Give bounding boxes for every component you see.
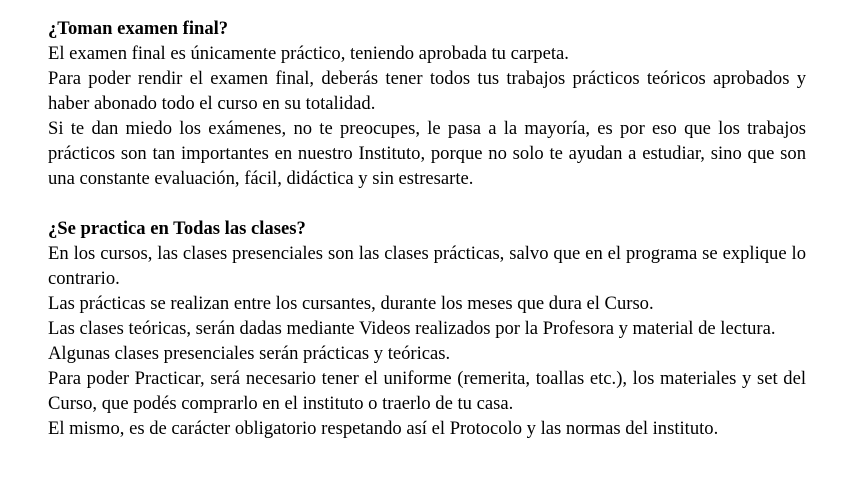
paragraph: Para poder rendir el examen final, deberás tener todos tus trabajos prácticos teóricos aprobados y haber abonado todo el curso en su totalidad. xyxy=(48,68,806,114)
faq-section-final-exam xyxy=(48,16,806,191)
paragraph: El mismo, es de carácter obligatorio respetando así el Protocolo y las normas del instituto. xyxy=(48,418,719,439)
section-heading: ¿Se practica en Todas las clases? xyxy=(48,218,306,239)
paragraph: Las clases teóricas, serán dadas mediante Videos realizados por la Profesora y material de lectura. xyxy=(48,318,776,339)
paragraph: Algunas clases presenciales serán prácticas y teóricas. xyxy=(48,343,451,364)
faq-section-practice xyxy=(48,216,806,441)
paragraph: En los cursos, las clases presenciales son las clases prácticas, salvo que en el programa se explique lo contrario. xyxy=(48,243,806,289)
paragraph: Para poder Practicar, será necesario tener el uniforme (remerita, toallas etc.), los materiales y set del Curso, que podés comprarlo en el instituto o traerlo de tu casa. xyxy=(48,368,806,414)
section-heading: ¿Toman examen final? xyxy=(48,18,229,39)
paragraph: Las prácticas se realizan entre los cursantes, durante los meses que dura el Curso. xyxy=(48,293,654,314)
paragraph: El examen final es únicamente práctico, teniendo aprobada tu carpeta. xyxy=(48,43,569,64)
faq-document xyxy=(48,16,806,441)
paragraph: Si te dan miedo los exámenes, no te preocupes, le pasa a la mayoría, es por eso que los trabajos prácticos son tan importantes en nuestro Instituto, porque no solo te ayudan a estudiar, sino que son una constante evaluación, fácil, didáctica y sin estresarte. xyxy=(48,118,806,189)
